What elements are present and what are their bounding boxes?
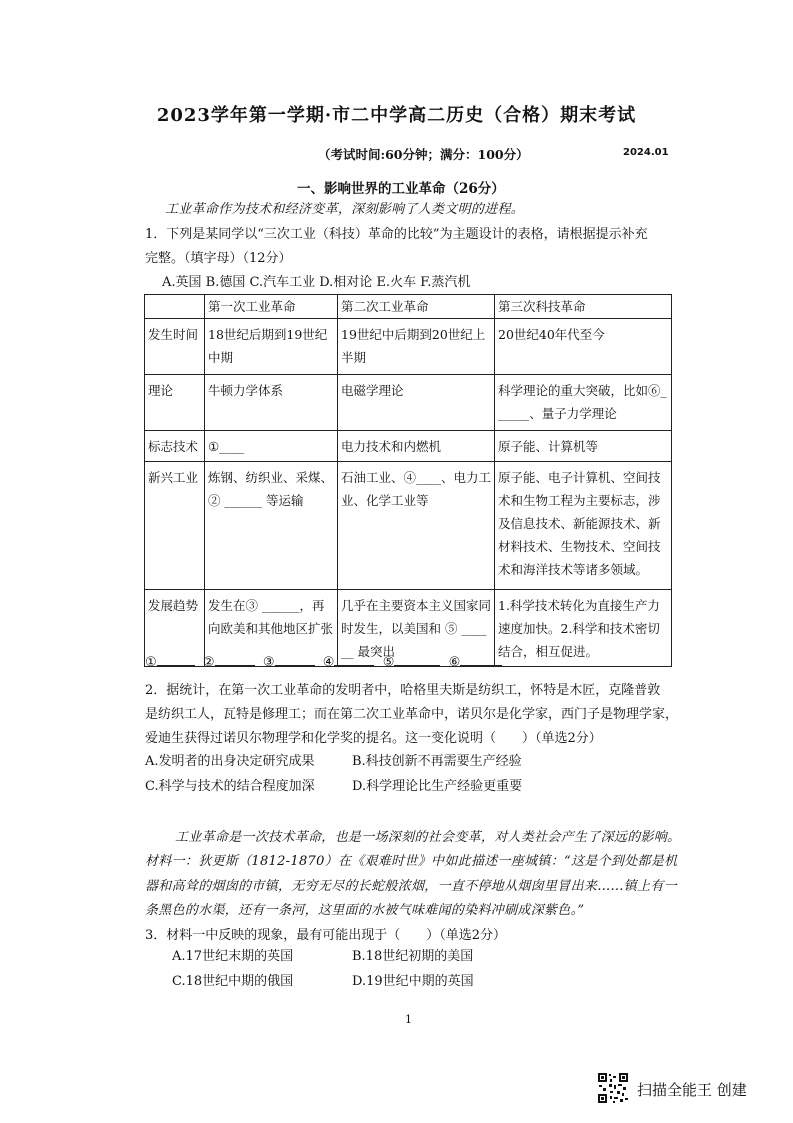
answer-label: ④	[322, 655, 335, 670]
table-cell: 牛顿力学体系	[205, 375, 338, 431]
answer-label: ①	[145, 655, 157, 670]
qr-code-icon	[597, 1072, 629, 1104]
table-row-label: 新兴工业	[145, 462, 205, 590]
table-cell: 发生在③ ______，再向欧美和其他地区扩张	[205, 590, 338, 667]
material-line: 器和高耸的烟囱的市镇，无穷无尽的长蛇般浓烟，一直不停地从烟囱里冒出来……镇上有一	[145, 879, 678, 894]
table-row-label: 标志技术	[145, 431, 205, 462]
table-cell: 原子能、电子计算机、空间技术和生物工程为主要标志，涉及信息技术、新能源技术、新材料技术、生物技术、空间技术和海洋技术等诸多领域。	[495, 462, 672, 590]
table-cell: 石油工业、④____、电力工业、化学工业等	[338, 462, 495, 590]
q3-option-b[interactable]: B.18世纪初期的美国	[352, 949, 474, 964]
answer-blank[interactable]	[334, 652, 374, 666]
q2-stem-line3: 爱迪生获得过诺贝尔物理学和化学奖的提名。这一变化说明（ ）（单选2分）	[145, 731, 602, 746]
q3-option-d[interactable]: D.19世纪中期的英国	[352, 974, 474, 989]
answer-blank[interactable]	[275, 652, 315, 666]
answer-blank[interactable]	[215, 652, 255, 666]
q2-option-a[interactable]: A.发明者的出身决定研究成果	[145, 754, 315, 769]
table-cell: 几乎在主要资本主义国家同时发生，以美国和 ⑤ ______ 最突出	[338, 590, 495, 667]
table-header-cell	[145, 295, 205, 319]
answer-label: ⑥	[448, 655, 461, 670]
table-cell: 电磁学理论	[338, 375, 495, 431]
table-row	[145, 319, 672, 375]
q1-stem-line2: 完整。（填字母）（12分）	[145, 251, 292, 266]
q1-stem-line1: 1．下列是某同学以“三次工业（科技）革命的比较”为主题设计的表格，请根据提示补充	[145, 227, 648, 242]
q3-option-c[interactable]: C.18世纪中期的俄国	[172, 974, 294, 989]
q2-option-b[interactable]: B.科技创新不再需要生产经验	[352, 754, 522, 769]
answer-blank[interactable]	[157, 652, 195, 666]
answer-blank[interactable]	[394, 652, 440, 666]
comparison-table	[144, 294, 672, 667]
table-header-cell: 第三次科技革命	[495, 295, 672, 319]
scanner-brand-label: 扫描全能王 创建	[637, 1081, 747, 1099]
table-cell: 1.科学技术转化为直接生产力速度加快。2.科学和技术密切结合，相互促进。	[495, 590, 672, 667]
material-line: 材料一：狄更斯（1812-1870）在《艰难时世》中如此描述一座城镇：“这是个到处都是机	[145, 854, 678, 869]
table-row	[145, 375, 672, 431]
material-line: 条黑色的水渠，还有一条河，这里面的水被气味难闻的染料冲刷成深紫色。”	[145, 903, 585, 918]
table-row	[145, 431, 672, 462]
q3-stem: 3．材料一中反映的现象，最有可能出现于（ ）（单选2分）	[145, 928, 507, 943]
table-cell: ①____	[205, 431, 338, 462]
table-cell: 18世纪后期到19世纪中期	[205, 319, 338, 375]
table-row-label: 发生时间	[145, 319, 205, 375]
answer-label: ⑤	[382, 655, 395, 670]
answer-blank[interactable]	[460, 652, 502, 666]
q1-options: A.英国 B.德国 C.汽车工业 D.相对论 E.火车 F.蒸汽机	[162, 275, 471, 290]
table-header-row	[145, 295, 672, 319]
section-intro: 工业革命作为技术和经济变革，深刻影响了人类文明的进程。	[165, 202, 525, 217]
table-row-label: 发展趋势	[145, 590, 205, 667]
table-cell: 电力技术和内燃机	[338, 431, 495, 462]
q2-option-d[interactable]: D.科学理论比生产经验更重要	[352, 779, 523, 794]
table-row-label: 理论	[145, 375, 205, 431]
section-title: 一、影响世界的工业革命（26分）	[297, 181, 505, 197]
page-number: 1	[405, 1013, 412, 1026]
table-cell: 炼钢、纺织业、采煤、② ______ 等运输	[205, 462, 338, 590]
table-cell: 原子能、计算机等	[495, 431, 672, 462]
q2-option-c[interactable]: C.科学与技术的结合程度加深	[145, 779, 315, 794]
material-line: 工业革命是一次技术革命，也是一场深刻的社会变革，对人类社会产生了深远的影响。	[175, 830, 681, 845]
table-cell: 20世纪40年代至今	[495, 319, 672, 375]
answer-label: ③	[262, 655, 275, 670]
table-cell: 科学理论的重大突破，比如⑥______、量子力学理论	[495, 375, 672, 431]
exam-date: 2024.01	[623, 147, 669, 158]
exam-title: 2023学年第一学期·市二中学高二历史（合格）期末考试	[156, 105, 637, 126]
answer-blanks-row	[145, 652, 502, 670]
table-header-cell: 第一次工业革命	[205, 295, 338, 319]
answer-label: ②	[202, 655, 215, 670]
q2-stem-line2: 是纺织工人，瓦特是修理工；而在第二次工业革命中，诺贝尔是化学家，西门子是物理学家，	[145, 707, 679, 722]
q3-option-a[interactable]: A.17世纪末期的英国	[172, 949, 294, 964]
table-cell: 19世纪中后期到20世纪上半期	[338, 319, 495, 375]
exam-subtitle: （考试时间:60分钟；满分：100分）	[318, 147, 529, 162]
table-row	[145, 462, 672, 590]
table-header-cell: 第二次工业革命	[338, 295, 495, 319]
q2-stem-line1: 2．据统计，在第一次工业革命的发明者中，哈格里夫斯是纺织工，怀特是木匠，克隆普敦	[145, 683, 661, 698]
